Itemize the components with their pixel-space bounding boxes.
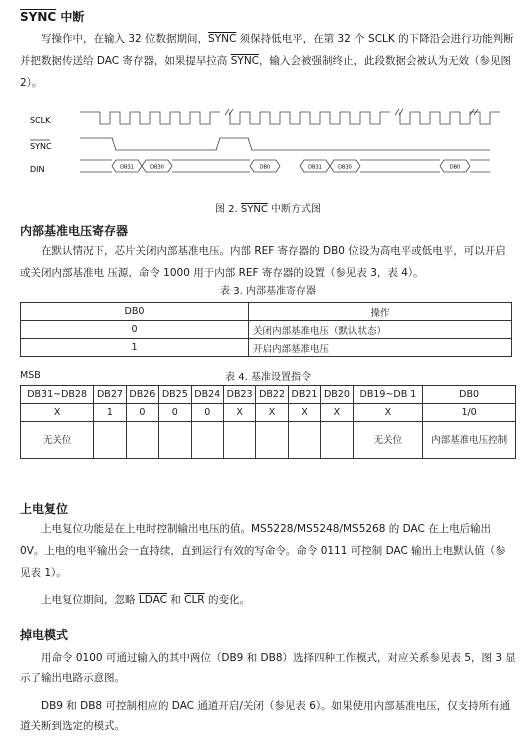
table-cell [256, 422, 288, 459]
signal-label-sync: SYNC [30, 142, 52, 151]
table-cell: 0 [191, 404, 223, 422]
signal-label-din: DIN [30, 165, 45, 174]
table4 [20, 385, 516, 459]
table-cell [223, 422, 255, 459]
table4-caption: 表 4. 基准设置指令 [225, 372, 311, 383]
table-row [21, 404, 516, 422]
din-bit-label: DB30 [338, 164, 352, 171]
timing-diagram [20, 104, 516, 186]
table-header-cell: DB31~DB28 [21, 386, 94, 404]
paragraph-run: SYNC [208, 33, 237, 45]
paragraph-power-on-reset: 上电复位功能是在上电时控制输出电压的值。MS5228/MS5248/MS5268 的 DAC 在上电后输出 0V。上电的电平输出会一直持续，直到运行有效的写命令。命令 0111 可控制 DAC 输出上电默认值（参见表 1）。 [20, 523, 506, 579]
table-cell [94, 422, 126, 459]
table-header-cell: DB20 [321, 386, 353, 404]
table-header-cell: DB0 [21, 303, 249, 321]
table-cell: 内部基准电压控制 [423, 422, 516, 459]
paragraph-run: LDAC [138, 594, 167, 606]
paragraph-run: 须保持低电平，在第 32 个 SCLK 的下降沿会进行功能判断并把数据传送给 DAC 寄存器，如果提早拉高 [20, 33, 514, 67]
table-cell [288, 422, 320, 459]
table-header-cell: DB27 [94, 386, 126, 404]
table-cell: 无关位 [353, 422, 423, 459]
table-cell [191, 422, 223, 459]
paragraph-power-down-mode-2: DB9 和 DB8 可控制相应的 DAC 通道开启/关闭（参见表 6）。如果使用内部基准电压，仅支持所有通道关断到选定的模式。 [20, 700, 511, 732]
paragraph-run: 写操作中，在输入 32 位数据期间， [41, 33, 209, 45]
table-cell: 关闭内部基准电压（默认状态） [249, 321, 512, 339]
table3 [20, 302, 512, 357]
figure-caption: 图 2. SYNC 中断方式图 [214, 204, 321, 215]
table-cell: X [223, 404, 255, 422]
table-row [21, 386, 516, 404]
table-header-cell: 操作 [249, 303, 512, 321]
paragraph-sync-interrupt [20, 28, 516, 94]
section-title-internal-reference: 内部基准电压寄存器 [20, 224, 129, 238]
table3-caption: 表 3. 内部基准寄存器 [220, 286, 316, 297]
section-title-sync-interrupt: SYNC 中断 [20, 10, 85, 24]
din-bit-label: DB31 [120, 164, 134, 171]
din-bit-label: DB0 [449, 164, 461, 171]
table-header-cell: DB25 [159, 386, 191, 404]
table-row [21, 303, 512, 321]
table-cell: 开启内部基准电压 [249, 339, 512, 357]
table-header-cell: DB22 [256, 386, 288, 404]
table-header-cell: DB21 [288, 386, 320, 404]
paragraph-run: 的变化。 [204, 594, 250, 606]
table-cell: 1/0 [423, 404, 516, 422]
table-cell: X [321, 404, 353, 422]
table-row [21, 321, 512, 339]
paragraph-power-down-mode: 用命令 0100 可通过输入的其中两位（DB9 和 DB8）选择四种工作模式，对应关系参见表 5，图 3 显示了输出电路示意图。 [20, 652, 516, 684]
table-cell: X [353, 404, 423, 422]
paragraph-run: 和 [166, 594, 185, 606]
table-row [21, 422, 516, 459]
table-cell: 0 [126, 404, 158, 422]
table-cell: 无关位 [21, 422, 94, 459]
table-cell: X [288, 404, 320, 422]
table-cell [159, 422, 191, 459]
paragraph-run: $\overline{CLR}$ [184, 594, 205, 606]
paragraph-run: 上电复位期间，忽略 [41, 594, 139, 606]
table-cell [321, 422, 353, 459]
paragraph-internal-reference: 在默认情况下，芯片关闭内部基准电压。内部 REF 寄存器的 DB0 位设为高电平或低电平，可以开启或关闭内部基准电 压源，命令 1000 用于内部 REF 寄存器的设置（参见表 3，表 4）。 [20, 245, 506, 279]
section-title-power-down-mode: 掉电模式 [20, 628, 69, 642]
table-header-cell: DB23 [223, 386, 255, 404]
signal-label-sclk: SCLK [30, 116, 51, 125]
table-header-cell: DB19~DB 1 [353, 386, 423, 404]
table-header-cell: DB0 [423, 386, 516, 404]
paragraph-run: SYNC [230, 55, 260, 67]
table-header-cell: DB24 [191, 386, 223, 404]
paragraph-run: ，输入会被强制终止，此段数据会被认为无效（参见图 2）。 [20, 55, 512, 89]
paragraph-power-on-reset-2 [20, 592, 516, 608]
table-header-cell: DB26 [126, 386, 158, 404]
msb-label: MSB [20, 370, 41, 381]
table-cell [126, 422, 158, 459]
table-cell: X [21, 404, 94, 422]
din-bit-label: DB0 [259, 164, 271, 171]
table-cell: 0 [159, 404, 191, 422]
table-cell: X [256, 404, 288, 422]
din-bit-label: DB30 [150, 164, 164, 171]
din-bit-label: DB31 [308, 164, 322, 171]
table-cell: 0 [21, 321, 249, 339]
section-title-power-on-reset: 上电复位 [20, 502, 69, 516]
table-row [21, 339, 512, 357]
table-cell: 1 [21, 339, 249, 357]
table-cell: 1 [94, 404, 126, 422]
